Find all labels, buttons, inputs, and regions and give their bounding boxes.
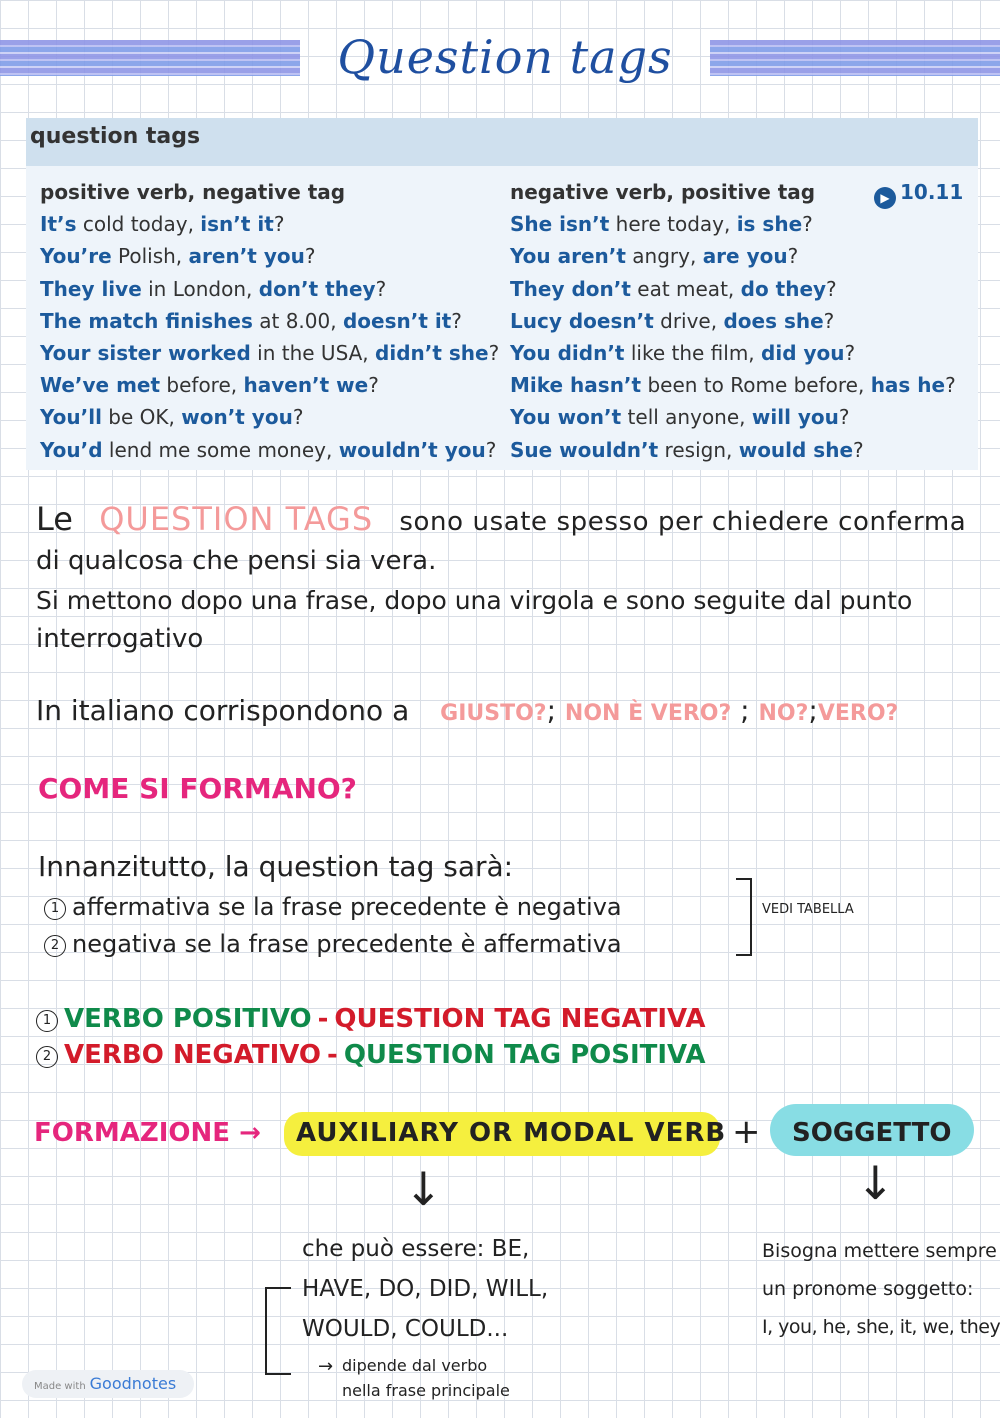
table-cell-part: isn’t it (200, 212, 274, 237)
subj-note-line-2: un pronome soggetto: (762, 1278, 974, 1300)
table-row (40, 240, 499, 272)
table-cell-part: wouldn’t you (338, 437, 486, 462)
pair-2-dash: - (327, 1040, 338, 1070)
table-cell-part: do they (740, 276, 827, 301)
intro-line-4: interrogativo (36, 624, 204, 654)
table-cell-part: like the film, (624, 341, 762, 366)
table-cell-part: won’t you (181, 405, 293, 430)
audio-track-label: 10.11 (900, 180, 964, 204)
table-row (510, 434, 956, 466)
italian-option-3: NO? (758, 701, 809, 726)
arrow-down-icon: ↓ (856, 1156, 895, 1210)
table-cell-part: lend me some money, (102, 437, 339, 462)
table-cell-part: in London, (141, 276, 259, 301)
table-cell-part: Sue wouldn’t (510, 437, 659, 462)
arrow-down-icon: ↓ (404, 1162, 443, 1216)
title-decoration-left (0, 40, 300, 76)
rule-1 (44, 893, 622, 921)
table-row (510, 369, 956, 401)
subj-note-line-1: Bisogna mettere sempre (762, 1240, 997, 1262)
table-row (510, 208, 956, 240)
table-row (40, 369, 499, 401)
pair-1-verb: VERBO POSITIVO (64, 1004, 312, 1034)
table-cell-part: haven’t we (243, 373, 369, 398)
table-cell-part: ? (844, 341, 856, 366)
rule-2 (44, 930, 622, 958)
table-cell-part: does she (723, 308, 824, 333)
table-cell-part: You aren’t (510, 244, 626, 269)
table-cell-part: doesn’t it (342, 308, 452, 333)
separator: ; (740, 694, 750, 727)
table-cell-part: ? (368, 373, 379, 398)
table-cell-part: will you (751, 405, 839, 430)
table-row (510, 273, 956, 305)
intro-line-3: Si mettono dopo una frase, dopo una virgola e sono seguite dal punto (36, 586, 913, 615)
pair-1 (36, 1004, 706, 1034)
table-cell-part: ? (375, 276, 387, 301)
intro-keyword: QUESTION TAGS (99, 500, 374, 538)
table-cell-part: It’s (40, 212, 77, 237)
question-tags-table (26, 118, 978, 470)
italian-equivalents (36, 694, 898, 727)
table-cell-part: Polish, (111, 244, 189, 269)
table-cell-part: cold today, (76, 212, 201, 237)
table-row (40, 337, 499, 369)
table-cell-part: ? (787, 244, 799, 269)
italian-prefix: In italiano corrispondono a (36, 694, 410, 727)
table-cell-part: ? (853, 437, 864, 462)
table-cell-part: They live (40, 276, 142, 301)
intro-rest: sono usate spesso per chiedere conferma (399, 507, 967, 537)
table-row (40, 208, 499, 240)
table-cell-part: She isn’t (510, 212, 610, 237)
made-with-badge (22, 1370, 194, 1398)
intro-line-2: di qualcosa che pensi sia vera. (36, 546, 437, 576)
table-row (40, 273, 499, 305)
table-cell-part: tell anyone, (621, 405, 752, 430)
table-cell-part: be OK, (101, 405, 182, 430)
intro-line-1 (36, 500, 966, 538)
table-cell-part: You won’t (510, 405, 622, 430)
table-cell-part: ? (838, 405, 850, 430)
pair-2-tag: QUESTION TAG POSITIVA (343, 1040, 706, 1070)
aux-note-line-1: che può essere: BE, (302, 1236, 530, 1262)
italian-option-2: NON È VERO? (564, 701, 732, 726)
left-bracket (265, 1287, 291, 1375)
table-cell-part: They don’t (510, 276, 631, 301)
table-row (510, 305, 956, 337)
table-cell-part: ? (802, 212, 813, 237)
table-cell-part: are you (702, 244, 788, 269)
table-cell-part: ? (451, 308, 462, 333)
table-heading: question tags (26, 118, 978, 166)
pair-1-dash: - (317, 1004, 329, 1034)
speaker-icon: ▶ (874, 187, 896, 209)
dep-line-1: dipende dal verbo (342, 1356, 488, 1375)
made-with-text: Made with (34, 1381, 86, 1392)
vedi-tabella-note: VEDI TABELLA (762, 902, 854, 917)
table-cell-part: angry, (625, 244, 703, 269)
small-arrow-icon: → (318, 1356, 334, 1377)
table-row (510, 240, 956, 272)
brand-logo: Goodnotes (89, 1374, 177, 1393)
table-cell-part: We’ve met (40, 373, 161, 398)
table-cell-part: You’d (40, 437, 103, 462)
table-cell-part: aren’t you (188, 244, 305, 269)
firstly-line: Innanzitutto, la question tag sarà: (38, 850, 514, 883)
pair-2 (36, 1040, 706, 1070)
table-cell-part: ? (823, 308, 835, 333)
pair-1-tag: QUESTION TAG NEGATIVA (334, 1004, 706, 1034)
separator: ; (808, 694, 818, 727)
table-cell-part: ? (488, 341, 500, 366)
table-cell-part: here today, (609, 212, 737, 237)
aux-note-line-2: HAVE, DO, DID, WILL, (302, 1276, 549, 1302)
table-cell-part: Lucy doesn’t (510, 308, 654, 333)
table-cell-part: did you (761, 341, 845, 366)
table-cell-part: The match finishes (40, 308, 253, 333)
table-cell-part: ? (273, 212, 285, 237)
table-cell-part: Your sister worked (40, 341, 251, 366)
italian-option-4: VERO? (817, 701, 899, 726)
table-cell-part: in the USA, (250, 341, 376, 366)
plus-sign: + (732, 1112, 761, 1152)
soggetto-label: SOGGETTO (792, 1118, 952, 1148)
table-cell-part: ? (292, 405, 304, 430)
table-cell-part: before, (160, 373, 244, 398)
table-cell-part: drive, (653, 308, 724, 333)
table-cell-part: didn’t she (375, 341, 489, 366)
table-cell-part: ? (485, 437, 497, 462)
right-column-header: negative verb, positive tag (510, 180, 816, 204)
table-cell-part: You’ll (40, 405, 102, 430)
aux-note-line-3: WOULD, COULD... (302, 1316, 509, 1342)
rule-1-text: affermativa se la frase precedente è negativa (72, 893, 622, 921)
table-cell-part: Mike hasn’t (510, 373, 642, 398)
table-cell-part: ? (304, 244, 316, 269)
table-row (40, 305, 499, 337)
italian-option-1: GIUSTO? (440, 701, 547, 726)
table-cell-part: don’t they (258, 276, 376, 301)
table-cell-part: resign, (658, 437, 739, 462)
table-cell-part: at 8.00, (252, 308, 343, 333)
table-cell-part: ? (945, 373, 956, 398)
table-row (510, 401, 956, 433)
left-column-header: positive verb, negative tag (40, 180, 346, 204)
circle-number-2-icon: 2 (36, 1046, 58, 1068)
table-cell-part: has he (870, 373, 946, 398)
table-right-column (510, 176, 956, 466)
table-cell-part: You’re (40, 244, 112, 269)
separator: ; (546, 694, 557, 727)
circle-number-2-icon: 2 (44, 935, 66, 957)
subj-note-line-3: I, you, he, she, it, we, they (762, 1316, 1000, 1338)
title-decoration-right (710, 40, 1000, 76)
circle-number-1-icon: 1 (44, 898, 66, 920)
table-cell-part: eat meat, (630, 276, 741, 301)
pair-2-verb: VERBO NEGATIVO (64, 1040, 322, 1070)
table-cell-part: You didn’t (510, 341, 625, 366)
right-bracket (736, 878, 752, 956)
table-cell-part: would she (738, 437, 854, 462)
circle-number-1-icon: 1 (36, 1010, 58, 1032)
rule-2-text: negativa se la frase precedente è affermativa (72, 930, 622, 958)
dep-line-2: nella frase principale (342, 1381, 510, 1400)
table-left-column (40, 176, 499, 466)
table-cell-part: been to Rome before, (641, 373, 871, 398)
table-cell-part: ? (826, 276, 837, 301)
table-row (510, 337, 956, 369)
audio-track-badge[interactable] (874, 176, 963, 209)
page-title: Question tags (337, 30, 673, 84)
auxiliary-label: AUXILIARY OR MODAL VERB (296, 1118, 727, 1148)
table-row (40, 434, 499, 466)
intro-le: Le (36, 500, 73, 538)
formazione-label: FORMAZIONE → (34, 1118, 261, 1148)
table-cell-part: is she (736, 212, 803, 237)
table-row (40, 401, 499, 433)
come-si-formano-heading: COME SI FORMANO? (38, 772, 357, 805)
